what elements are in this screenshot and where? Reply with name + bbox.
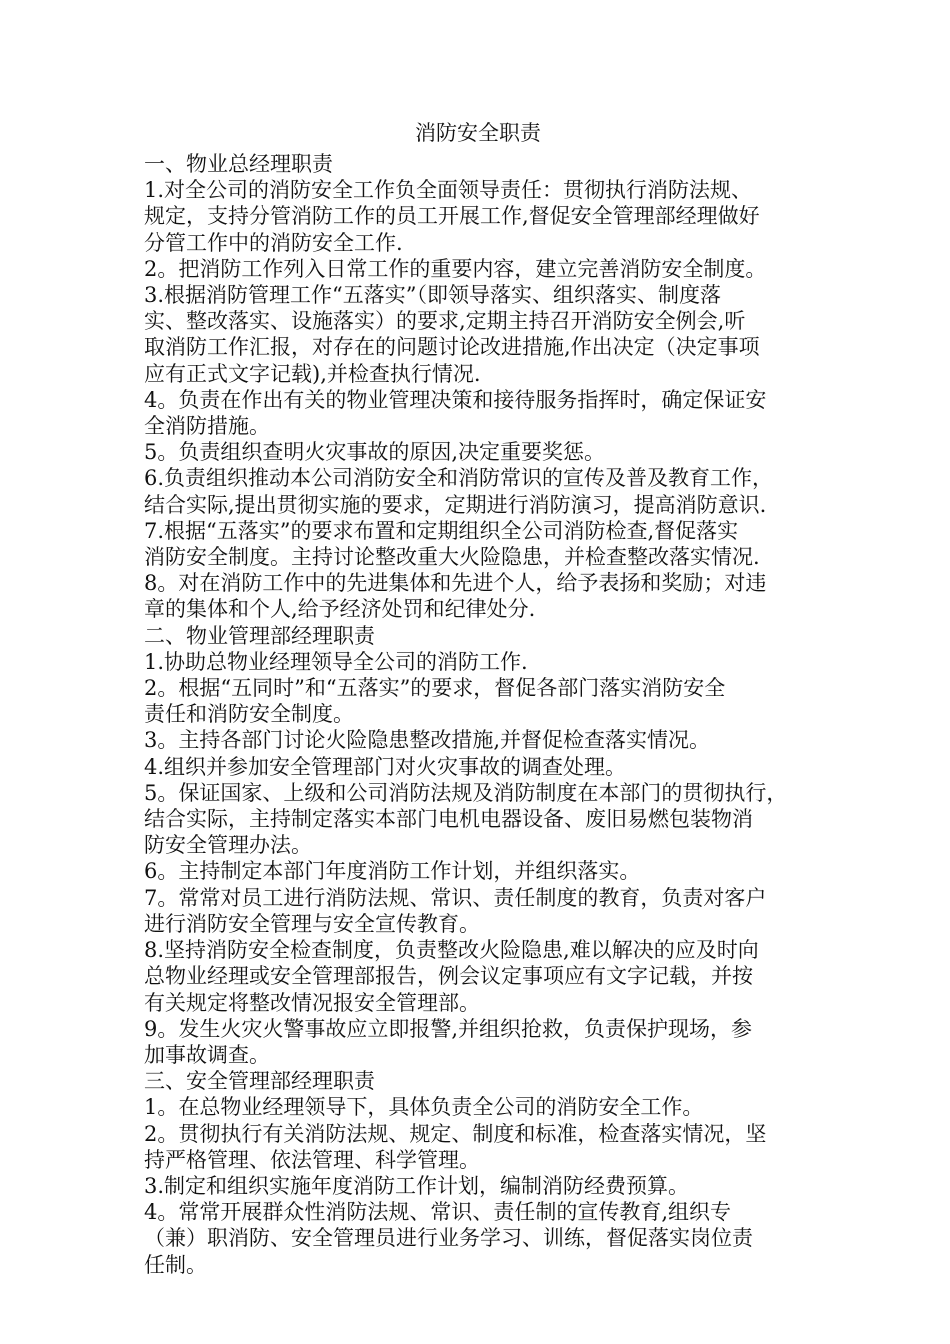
text-line: 1。在总物业经理领导下，具体负责全公司的消防安全工作。 <box>144 1095 704 1120</box>
text-line: 3。主持各部门讨论火险隐患整改措施,并督促检查落实情况。 <box>144 728 711 753</box>
document-page <box>144 118 812 1278</box>
text-line: 一、物业总经理职责 <box>144 152 333 176</box>
text-line: 取消防工作汇报，对存在的问题讨论改进措施,作出决定（决定事项 <box>144 335 760 360</box>
text-line: 7.根据“五落实”的要求布置和定期组织全公司消防检查,督促落实 <box>144 518 739 543</box>
text-line: 进行消防安全管理与安全宣传教育。 <box>144 911 480 936</box>
document-body <box>144 151 812 1278</box>
text-line: 三、安全管理部经理职责 <box>144 1069 375 1094</box>
text-line: 7。常常对员工进行消防法规、常识、责任制度的教育，负责对客户 <box>144 885 767 910</box>
text-line: 应有正式文字记载),并检查执行情况. <box>144 361 481 386</box>
text-line: 3.根据消防管理工作“五落实”（即领导落实、组织落实、制度落 <box>144 283 722 308</box>
text-line: 8.坚持消防安全检查制度，负责整改火险隐患,难以解决的应及时向 <box>144 938 759 963</box>
text-line: 实、整改落实、设施落实）的要求,定期主持召开消防安全例会,听 <box>144 309 746 334</box>
text-line: 1.协助总物业经理领导全公司的消防工作. <box>144 649 528 674</box>
text-line: 6.负责组织推动本公司消防安全和消防常识的宣传及普及教育工作， <box>144 466 774 491</box>
text-line: 责任和消防安全制度。 <box>144 702 354 727</box>
document-title: 消防安全职责 <box>415 121 541 145</box>
text-line: 1.对全公司的消防安全工作负全面领导责任：贯彻执行消防法规、 <box>144 178 753 203</box>
text-line: 9。发生火灾火警事故应立即报警,并组织抢救，负责保护现场，参 <box>144 1016 753 1041</box>
text-line: 持严格管理、依法管理、科学管理。 <box>144 1147 480 1172</box>
text-line: 消防安全制度。主持讨论整改重大火险隐患，并检查整改落实情况. <box>144 545 760 570</box>
text-line: 规定，支持分管消防工作的员工开展工作,督促安全管理部经理做好 <box>144 204 760 229</box>
text-line: 4.组织并参加安全管理部门对火灾事故的调查处理。 <box>144 754 627 779</box>
text-line: 5。负责组织查明火灾事故的原因,决定重要奖惩。 <box>144 440 606 465</box>
text-line: 8。对在消防工作中的先进集体和先进个人，给予表扬和奖励；对违 <box>144 571 767 596</box>
text-line: 4。常常开展群众性消防法规、常识、责任制的宣传教育,组织专 <box>144 1200 732 1225</box>
text-line: 防安全管理办法。 <box>144 833 312 858</box>
text-line: 章的集体和个人,给予经济处罚和纪律处分. <box>144 597 536 622</box>
text-line: 分管工作中的消防安全工作. <box>144 230 403 255</box>
text-line: 结合实际，主持制定落实本部门电机电器设备、废旧易燃包装物消 <box>144 807 753 832</box>
text-line: 任制。 <box>144 1252 207 1277</box>
text-line: 6。主持制定本部门年度消防工作计划，并组织落实。 <box>144 859 641 884</box>
text-line: 有关规定将整改情况报安全管理部。 <box>144 990 480 1015</box>
text-line: 5。保证国家、上级和公司消防法规及消防制度在本部门的贯彻执行， <box>144 780 788 805</box>
text-line: 4。负责在作出有关的物业管理决策和接待服务指挥时，确定保证安 <box>144 387 767 412</box>
text-line: 二、物业管理部经理职责 <box>144 623 375 648</box>
text-line: 全消防措施。 <box>144 414 270 439</box>
text-line: 3.制定和组织实施年度消防工作计划，编制消防经费预算。 <box>144 1173 690 1198</box>
text-line: 2。贯彻执行有关消防法规、规定、制度和标准，检查落实情况，坚 <box>144 1121 767 1146</box>
text-line: 2。根据“五同时”和“五落实”的要求，督促各部门落实消防安全 <box>144 676 726 701</box>
text-line: 加事故调查。 <box>144 1042 270 1067</box>
text-line: 总物业经理或安全管理部报告，例会议定事项应有文字记载，并按 <box>144 964 753 989</box>
text-line: （兼）职消防、安全管理员进行业务学习、训练，督促落实岗位责 <box>144 1226 753 1251</box>
text-line: 2。把消防工作列入日常工作的重要内容，建立完善消防安全制度。 <box>144 256 767 281</box>
text-line: 结合实际,提出贯彻实施的要求，定期进行消防演习，提高消防意识. <box>144 492 767 517</box>
